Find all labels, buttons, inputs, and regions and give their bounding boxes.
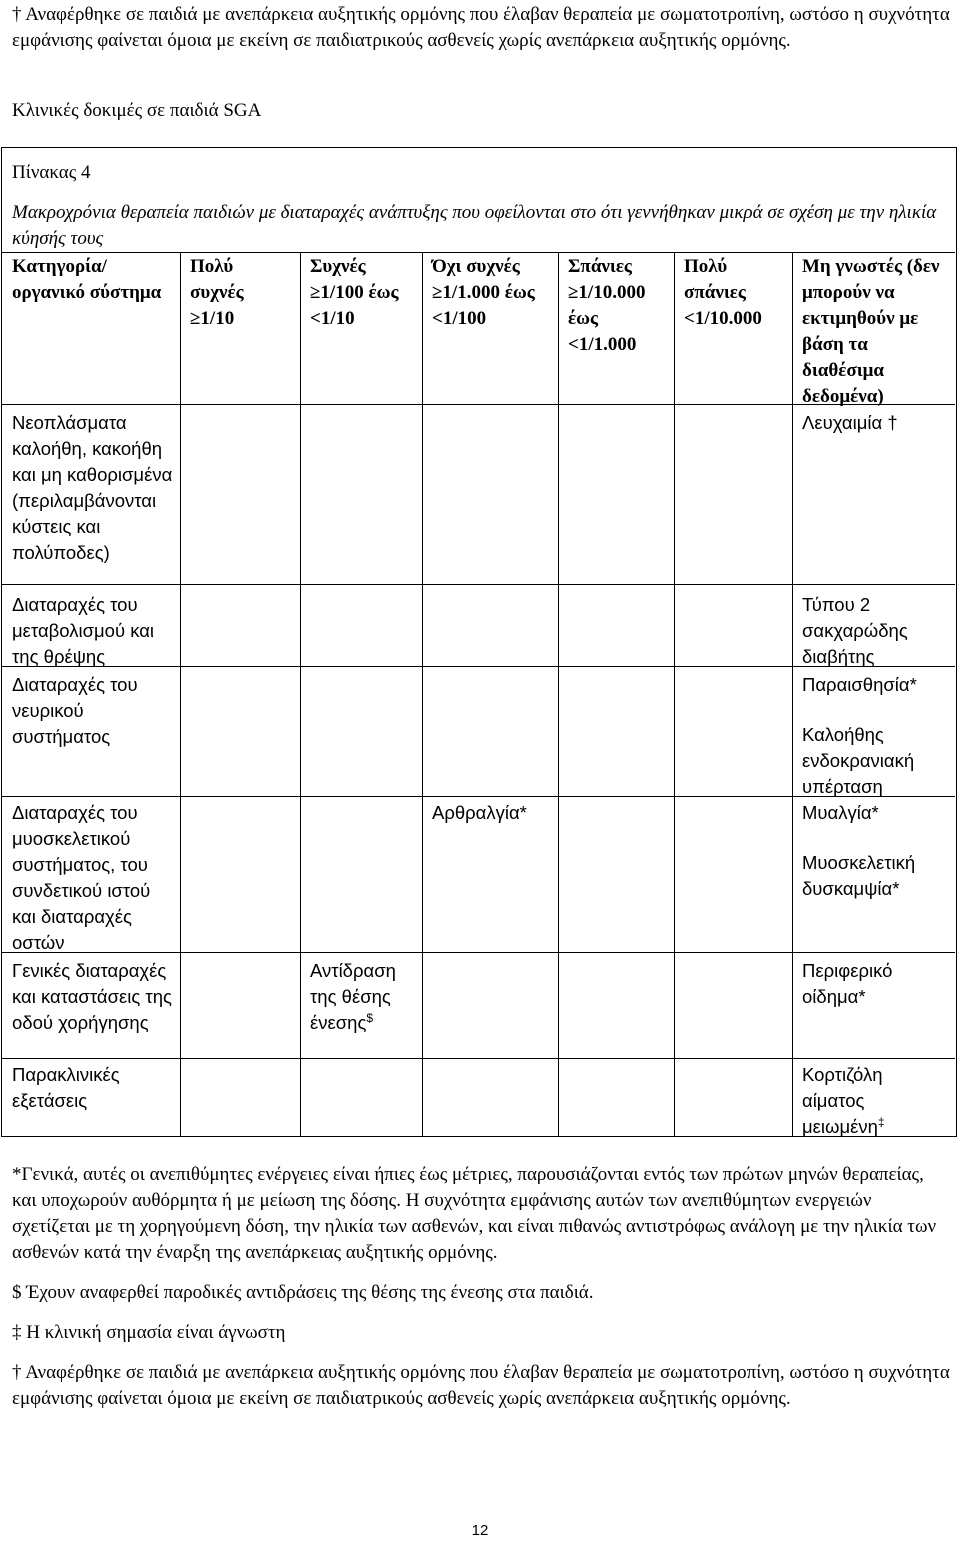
- category-investigations: Παρακλινικές εξετάσεις: [12, 1064, 120, 1111]
- column-rule: [180, 252, 181, 1136]
- column-rule: [792, 252, 793, 1136]
- header-unknown: Μη γνωστές (δεν μπορούν να εκτιμηθούν με βάση τα διαθέσιμα δεδομένα): [802, 256, 940, 407]
- column-rule: [300, 252, 301, 1136]
- footnote-dollar: $ Έχουν αναφερθεί παροδικές αντιδράσεις της θέσης της ένεσης στα παιδιά.: [12, 1282, 594, 1303]
- unknown-nervous-1: Παραισθησία*: [802, 674, 917, 695]
- row-rule: [2, 584, 955, 585]
- category-nervous-system: Διαταραχές του νευρικού συστήματος: [12, 674, 138, 747]
- column-rule: [674, 252, 675, 1136]
- column-rule: [422, 252, 423, 1136]
- common-general-cell: [310, 958, 418, 1036]
- header-category: Κατηγορία/ οργανικό σύστημα: [12, 256, 162, 303]
- page-number: 12: [471, 1522, 489, 1539]
- unknown-investigations-cell: [802, 1062, 912, 1140]
- unknown-musculoskeletal-2: Μυοσκελετική δυσκαμψία*: [802, 852, 916, 899]
- footnote-asterisk: *Γενικά, αυτές οι ανεπιθύμητες ενέργειες είναι ήπιες έως μέτριες, παρουσιάζονται εντός των πρώτων μηνών θεραπείας, και υποχωρούν αυθόρμητα ή με μείωση της δόσης. Η συχνότητα εμφάνισης αυτών των ανεπιθύμητων ενεργειών σχετίζεται με τη χορηγούμενη δόση, την ηλικία των ασθενών, και είναι πιθανώς αντιστρόφως ανάλογη με την ηλικία των ασθενών κατά την έναρξη της ανεπάρκειας αυξητικής ορμόνης.: [12, 1164, 937, 1263]
- header-rare: Σπάνιες ≥1/10.000 έως <1/1.000: [568, 256, 646, 355]
- table-subtitle: Μακροχρόνια θεραπεία παιδιών με διαταραχές ανάπτυξης που οφείλονται στο ότι γεννήθηκαν μικρά σε σχέση με την ηλικία κύησής τους: [12, 202, 937, 249]
- unknown-neoplasms: Λευχαιμία †: [802, 412, 898, 433]
- common-general: Αντίδραση της θέσης ένεσης: [310, 960, 396, 1033]
- header-top-rule: [2, 252, 955, 253]
- section-heading: Κλινικές δοκιμές σε παιδιά SGA: [12, 100, 262, 121]
- intro-footnote: † Αναφέρθηκε σε παιδιά με ανεπάρκεια αυξητικής ορμόνης που έλαβαν θεραπεία με σωματοτροπίνη, ωστόσο η συχνότητα εμφάνισης φαίνεται όμοια με εκείνη σε παιδιατρικούς ασθενείς χωρίς ανεπάρκεια αυξητικής ορμόνης.: [12, 4, 950, 51]
- header-very-common: Πολύ συχνές ≥1/10: [190, 256, 244, 329]
- footnote-double-dagger: ‡ Η κλινική σημασία είναι άγνωστη: [12, 1322, 286, 1343]
- double-dagger-mark: ‡: [877, 1114, 885, 1129]
- unknown-general: Περιφερικό οίδημα*: [802, 960, 893, 1007]
- dollar-mark: $: [366, 1010, 374, 1025]
- category-musculoskeletal: Διαταραχές του μυοσκελετικού συστήματος, του συνδετικού ιστού και διαταραχές οστών: [12, 802, 151, 953]
- row-rule: [2, 1058, 955, 1059]
- footnote-dagger: † Αναφέρθηκε σε παιδιά με ανεπάρκεια αυξητικής ορμόνης που έλαβαν θεραπεία με σωματοτροπίνη, ωστόσο η συχνότητα εμφάνισης φαίνεται όμοια με εκείνη σε παιδιατρικούς ασθενείς χωρίς ανεπάρκεια αυξητικής ορμόνης.: [12, 1362, 950, 1409]
- unknown-musculoskeletal-1: Μυαλγία*: [802, 802, 879, 823]
- header-uncommon: Όχι συχνές ≥1/1.000 έως <1/100: [432, 256, 535, 329]
- unknown-nervous-2: Καλοήθης ενδοκρανιακή υπέρταση: [802, 724, 915, 797]
- adverse-reactions-table: [1, 147, 957, 1137]
- table-footnotes: [12, 1162, 952, 1426]
- category-general: Γενικές διαταραχές και καταστάσεις της οδού χορήγησης: [12, 960, 172, 1033]
- header-very-rare: Πολύ σπάνιες <1/10.000: [684, 256, 762, 329]
- unknown-investigations: Κορτιζόλη αίματος μειωμένη: [802, 1064, 883, 1137]
- category-metabolism: Διαταραχές του μεταβολισμού και της θρέψης: [12, 594, 155, 667]
- table-caption: Πίνακας 4: [12, 162, 91, 183]
- category-neoplasms: Νεοπλάσματα καλοήθη, κακοήθη και μη καθορισμένα (περιλαμβάνονται κύστεις και πολύποδες): [12, 412, 173, 563]
- column-rule: [558, 252, 559, 1136]
- header-common: Συχνές ≥1/100 έως <1/10: [310, 256, 399, 329]
- unknown-metabolism: Τύπου 2 σακχαρώδης διαβήτης: [802, 594, 908, 667]
- uncommon-musculoskeletal: Αρθραλγία*: [432, 802, 527, 823]
